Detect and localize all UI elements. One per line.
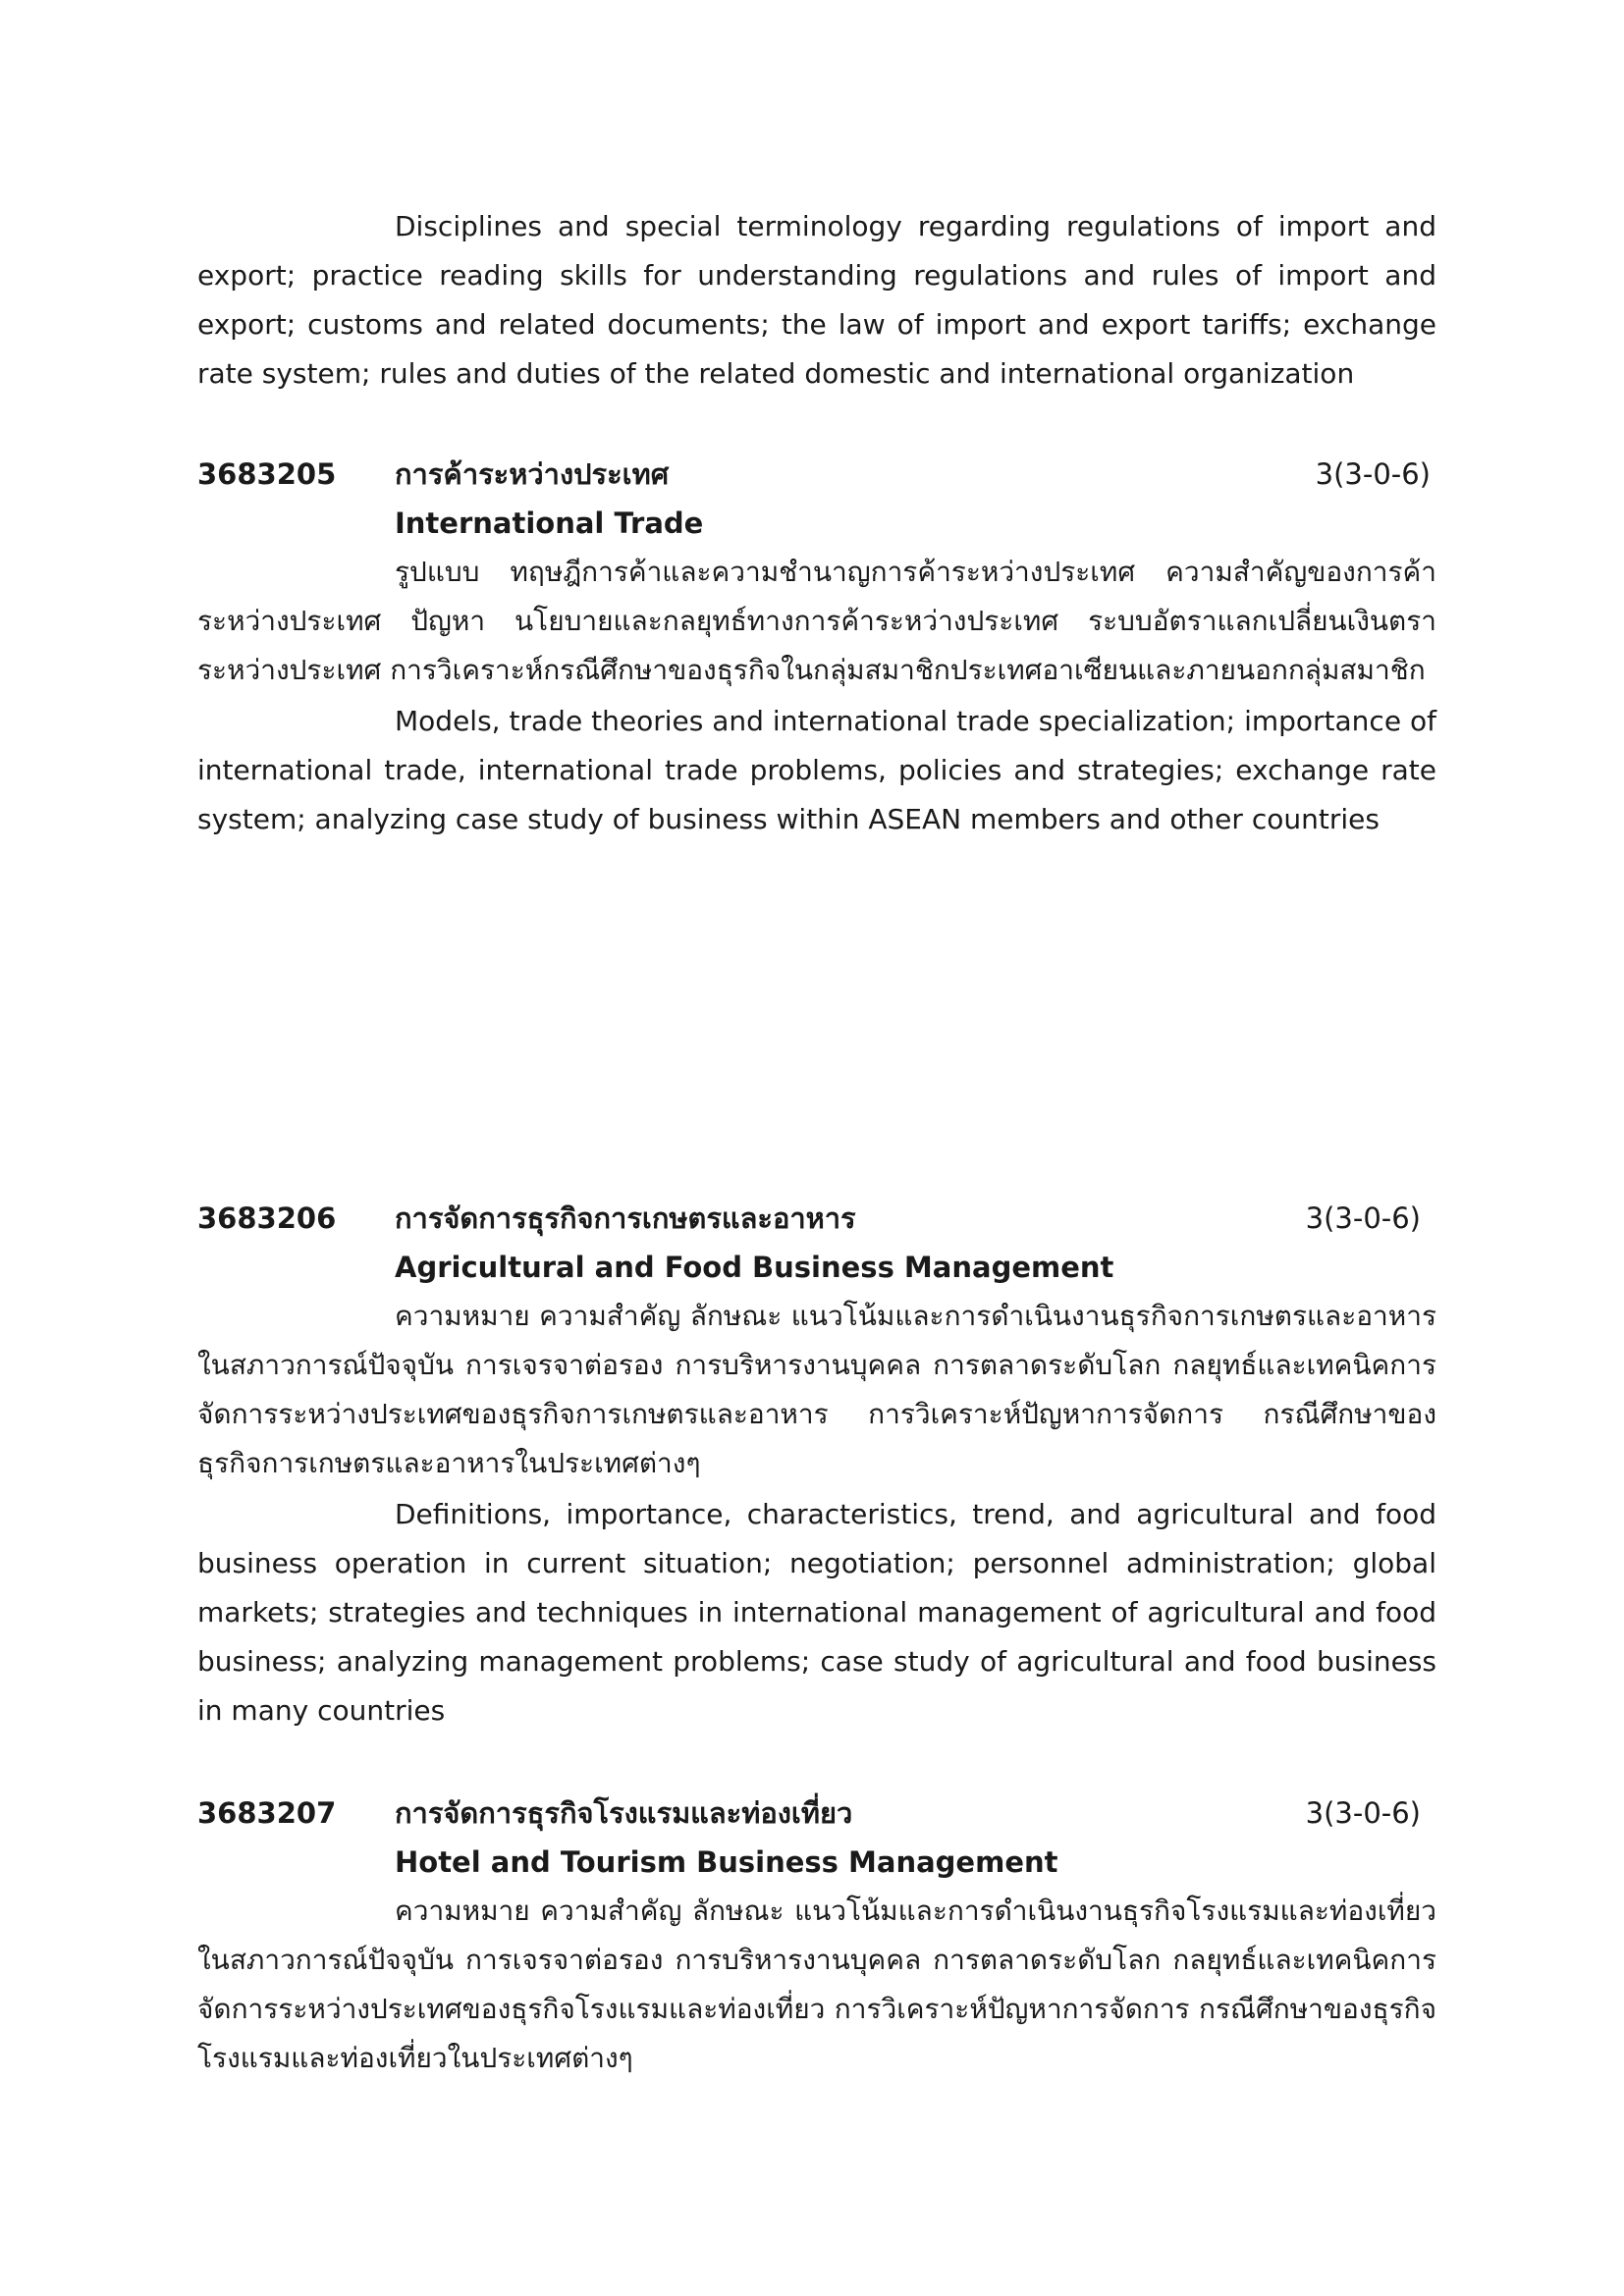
course-description-en: Definitions, importance, characteristics, trend, and agricultural and food business operation in current situation; negotiation; personnel administration; global markets; strategies and techniques in international management of agricultural and food business; analyzing management problems; case study of agricultural and food business in many countries bbox=[197, 1498, 1436, 1727]
course-title-th: การจัดการธุรกิจโรงแรมและท่องเที่ยว bbox=[395, 1796, 853, 1830]
course-title-en: Agricultural and Food Business Management bbox=[395, 1251, 1114, 1284]
course-title-th: การจัดการธุรกิจการเกษตรและอาหาร bbox=[395, 1201, 856, 1235]
course-code: 3683205 bbox=[197, 457, 337, 491]
course-header-3683207 bbox=[197, 1789, 1436, 1838]
course-credit: 3(3-0-6) bbox=[1305, 1201, 1421, 1235]
course-description-th: รูปแบบ ทฤษฎีการค้าและความชำนาญการค้าระหว่างประเทศ ความสำคัญของการค้าระหว่างประเทศ ปัญหา นโยบายและกลยุทธ์ทางการค้าระหว่างประเทศ ระบบอัตราแลกเปลี่ยนเงินตราระหว่างประเทศ การวิเคราะห์กรณีศึกษาของธุรกิจในกลุ่มสมาชิกประเทศอาเซียนและภายนอกกลุ่มสมาชิก bbox=[197, 556, 1436, 686]
course-title-en: International Trade bbox=[395, 507, 704, 540]
course-description-th: ความหมาย ความสำคัญ ลักษณะ แนวโน้มและการดำเนินงานธุรกิจการเกษตรและอาหารในสภาวการณ์ปัจจุบัน การเจรจาต่อรอง การบริหารงานบุคคล การตลาดระดับโลก กลยุทธ์และเทคนิคการจัดการระหว่างประเทศของธุรกิจการเกษตรและอาหาร การวิเคราะห์ปัญหาการจัดการ กรณีศึกษาของธุรกิจการเกษตรและอาหารในประเทศต่างๆ bbox=[197, 1300, 1436, 1479]
course-title-th: การค้าระหว่างประเทศ bbox=[395, 457, 670, 491]
course-description-th: ความหมาย ความสำคัญ ลักษณะ แนวโน้มและการดำเนินงานธุรกิจโรงแรมและท่องเที่ยวในสภาวการณ์ปัจจุบัน การเจรจาต่อรอง การบริหารงานบุคคล การตลาดระดับโลก กลยุทธ์และเทคนิคการจัดการระหว่างประเทศของธุรกิจโรงแรมและท่องเที่ยว การวิเคราะห์ปัญหาการจัดการ กรณีศึกษาของธุรกิจโรงแรมและท่องเที่ยวในประเทศต่างๆ bbox=[197, 1895, 1436, 2074]
course-code: 3683206 bbox=[197, 1201, 337, 1235]
course-description-en: Models, trade theories and international trade specialization; importance of international trade, international trade problems, policies and strategies; exchange rate system; analyzing case study of business within ASEAN members and other countries bbox=[197, 705, 1436, 835]
course-header-3683206 bbox=[197, 1194, 1436, 1243]
course-title-en: Hotel and Tourism Business Management bbox=[395, 1845, 1058, 1879]
intro-description-en: Disciplines and special terminology regarding regulations of import and export; practice reading skills for understanding regulations and rules of import and export; customs and related documents; the law of import and export tariffs; exchange rate system; rules and duties of the related domestic and international organization bbox=[197, 210, 1436, 390]
course-credit: 3(3-0-6) bbox=[1305, 1796, 1421, 1830]
course-code: 3683207 bbox=[197, 1796, 337, 1830]
course-header-3683205 bbox=[197, 450, 1436, 499]
course-credit: 3(3-0-6) bbox=[1315, 457, 1431, 491]
